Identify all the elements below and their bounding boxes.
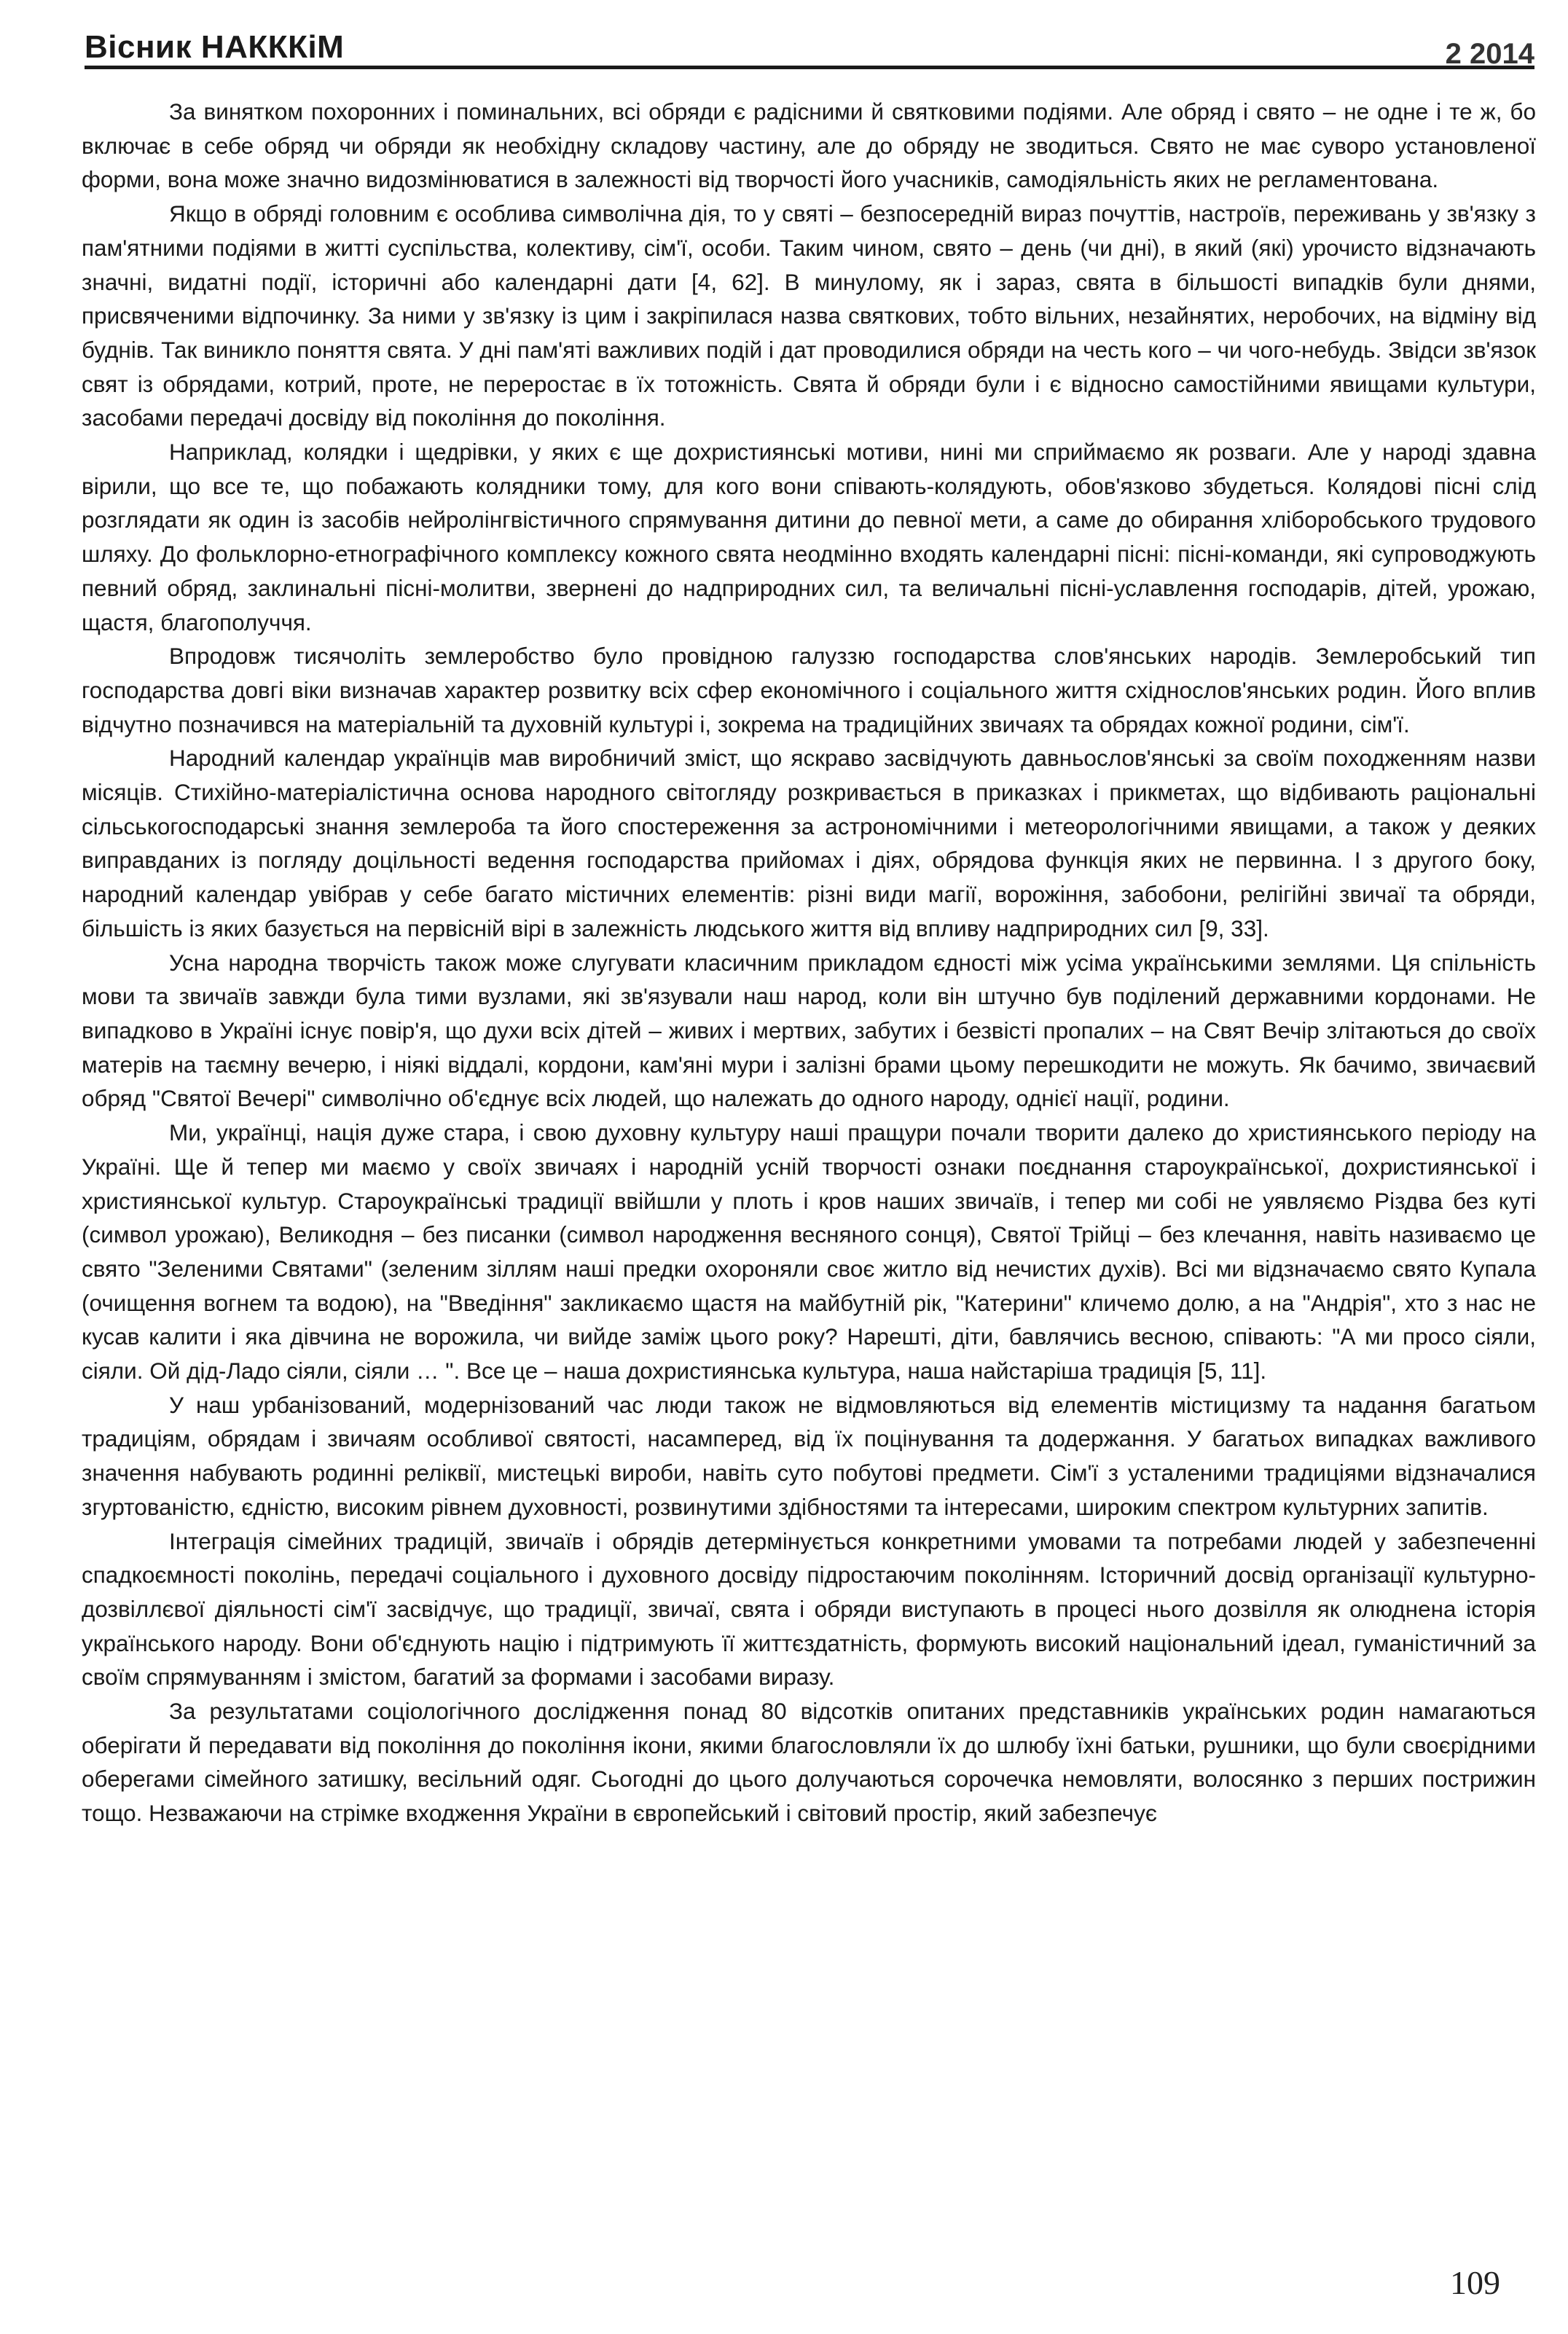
paragraph-10: За результатами соціологічного дослідження понад 80 відсотків опитаних представників українських родин намагаються оберігати й передавати від покоління до покоління ікони, якими благословляли їх до шлюбу їхні батьки, рушники, що були своєрідними оберегами сімейного затишку, весільний одяг. Сьогодні до цього долучаються сорочечка немовляти, волосянко з перших пострижин тощо. Незважаючи на стрімке входження України в європейський і світовий простір, який забезпечує — [82, 1698, 1536, 1827]
paragraph-9: Інтеграція сімейних традицій, звичаїв і обрядів детермінується конкретними умовами та потребами людей у забезпеченні спадкоємності поколінь, передачі соціального і духовного досвіду підростаючим поколінням. Історичний досвід організації культурно-дозвіллєвої діяльності сім'ї засвідчує, що традиції, звичаї, свята і обряди виступають в процесі нього дозвілля як олюднена історія українського народу. Вони об'єднують націю і підтримують її життєздатність, формують високий національний ідеал, гуманістичний за своїм спрямуванням і змістом, багатий за формами і засобами виразу. — [82, 1527, 1536, 1691]
article-body — [82, 95, 1536, 1830]
paragraph-2: Якщо в обряді головним є особлива символічна дія, то у святі – безпосередній вираз почуттів, настроїв, переживань у зв'язку з пам'ятними подіями в житті суспільства, колективу, сім'ї, особи. Таким чином, свято – день (чи дні), в який (які) урочисто відзначають значні, видатні події, історичні або календарні дати [4, 62]. В минулому, як і зараз, свята в більшості випадків були днями, присвяченими відпочинку. За ними у зв'язку із цим і закріпилася назва святкових, тобто вільних, незайнятих, неробочих, на відміну від буднів. Так виникло поняття свята. У дні пам'яті важливих подій і дат проводилися обряди на честь кого – чи чого-небудь. Звідси зв'язок свят із обрядами, котрий, проте, не переростає в їх тотожність. Свята й обряди були і є відносно самостійними явищами культури, засобами передачі досвіду від покоління до покоління. — [82, 200, 1536, 431]
paragraph-7: Ми, українці, нація дуже стара, і свою духовну культуру наші пращури почали творити далеко до християнського періоду на Україні. Ще й тепер ми маємо у своїх звичаях і народній усній творчості ознаки поєднання староукраїнської, дохристиянської і християнської культур. Староукраїнські традиції ввійшли у плоть і кров наших звичаїв, і тепер ми собі не уявляємо Різдва без куті (символ урожаю), Великодня – без писанки (символ народження весняного сонця), Святої Трійці – без клечання, навіть називаємо це свято "Зеленими Святами" (зеленим зіллям наші предки охороняли своє житло від нечистих духів). Всі ми відзначаємо свято Купала (очищення вогнем та водою), на "Введіння" закликаємо щастя на майбутній рік, "Катерини" кличемо долю, а на "Андрія", хто з нас не кусав калити і яка дівчина не ворожила, чи вийде заміж цього року? Нарешті, діти, бавлячись весною, співають: "А ми просо сіяли, сіяли. Ой дід-Ладо сіяли, сіяли … ". Все це – наша дохристиянська культура, наша найстаріша традиція [5, 11]. — [82, 1119, 1536, 1385]
paragraph-6: Усна народна творчість також може слугувати класичним прикладом єдності між усіма українськими землями. Ця спільність мови та звичаїв завжди була тими вузлами, які зв'язували наш народ, коли він штучно був поділений державними кордонами. Не випадково в Україні існує повір'я, що духи всіх дітей – живих і мертвих, забутих і безвісті пропалих – на Свят Вечір злітаються до своїх матерів на таємну вечерю, і ніякі віддалі, кордони, кам'яні мури і залізні брами цьому перешкодити не можуть. Як бачимо, звичаєвий обряд "Святої Вечері" символічно об'єднує всіх людей, що належать до одного народу, однієї нації, родини. — [82, 949, 1536, 1112]
paragraph-5: Народний календар українців мав виробничий зміст, що яскраво засвідчують давньослов'янські за своїм походженням назви місяців. Стихійно-матеріалістична основа народного світогляду розкривається в приказках і прикметах, що відбивають раціональні сільськогосподарські знання землероба та його спостереження за астрономічними і метеорологічними явищами, а також у деяких виправданих із погляду доцільності ведення господарства прийомах і діях, обрядова функція яких не первинна. І з другого боку, народний календар увібрав у себе багато містичних елементів: різні види магії, ворожіння, забобони, релігійні звичаї та обряди, більшість із яких базується на первісній вірі в залежність людського життя від впливу надприродних сил [9, 33]. — [82, 745, 1536, 941]
paragraph-1: За винятком похоронних і поминальних, всі обряди є радісними й святковими подіями. Але обряд і свято – не одне і те ж, бо включає в себе обряд чи обряди як необхідну складову частину, але до обряду не зводиться. Свято не має суворо установленої форми, вона може значно видозмінюватися в залежності від творчості його учасників, самодіяльність яких не регламентована. — [82, 98, 1536, 193]
issue-number: 2 2014 — [1445, 38, 1534, 70]
paragraph-4: Впродовж тисячоліть землеробство було провідною галуззю господарства слов'янських народів. Землеробський тип господарства довгі віки визначав характер розвитку всіх сфер економічного і соціального життя східнослов'янських родин. Його вплив відчутно позначився на матеріальній та духовній культурі і, зокрема на традиційних звичаях та обрядах кожної родини, сім'ї. — [82, 643, 1536, 737]
running-header — [85, 29, 1534, 69]
paragraph-3: Наприклад, колядки і щедрівки, у яких є ще дохристиянські мотиви, нині ми сприймаємо як розваги. Але у народі здавна вірили, що все те, що побажають колядники тому, для кого вони співають-колядують, обов'язково збудеться. Колядові пісні слід розглядати як один із засобів нейролінгвістичного спрямування дитини до певної мети, а саме до обирання хліборобського трудового шляху. До фольклорно-етнографічного комплексу кожного свята неодмінно входять календарні пісні: пісні-команди, які супроводжують певний обряд, заклинальні пісні-молитви, звернені до надприродних сил, та величальні пісні-уславлення господарів, дітей, урожаю, щастя, благополуччя. — [82, 439, 1536, 635]
journal-title: Вісник НАКККіМ — [85, 29, 345, 65]
paragraph-8: У наш урбанізований, модернізований час люди також не відмовляються від елементів містицизму та надання багатьом традиціям, обрядам і звичаям особливої святості, насамперед, від їх поцінування та додержання. У багатьох випадках важливого значення набувають родинні реліквії, мистецькі вироби, навіть суто побутові предмети. Сім'ї з усталеними традиціями відзначалися згуртованістю, єдністю, високим рівнем духовності, розвинутими здібностями та інтересами, широким спектром культурних запитів. — [82, 1391, 1536, 1520]
page-number: 109 — [1450, 2264, 1500, 2301]
